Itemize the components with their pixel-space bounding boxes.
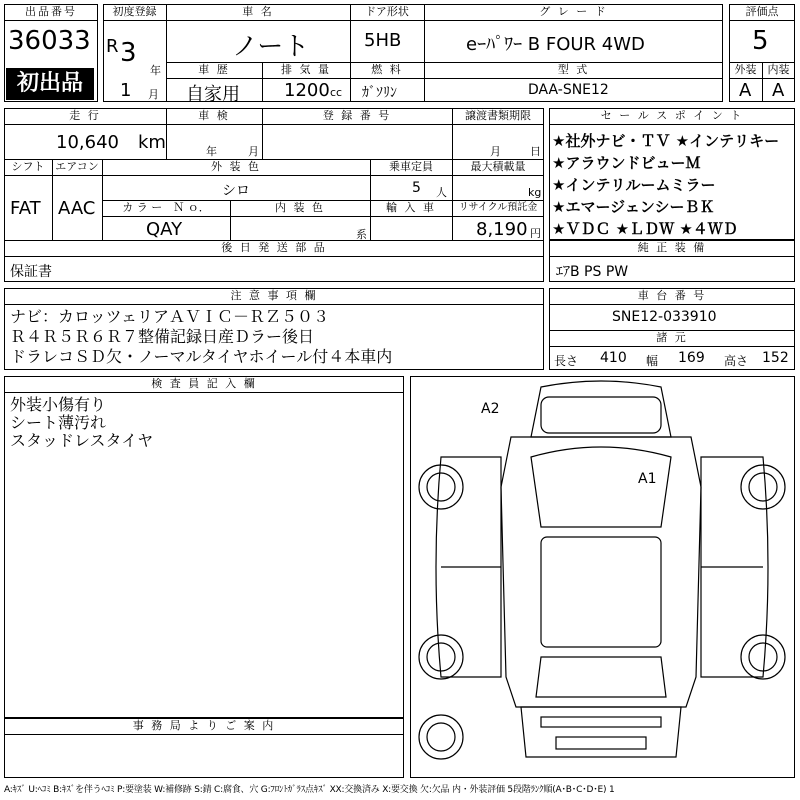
first-reg-label: 初度登録 — [112, 5, 157, 18]
fuel: ｶﾞｿﾘﾝ — [362, 85, 397, 101]
recycle-unit: 円 — [530, 227, 541, 240]
length-label: 長さ — [554, 354, 579, 368]
ext-color: シロ — [222, 183, 250, 199]
score: 5 — [752, 26, 769, 56]
shift: FAT — [10, 198, 41, 219]
int-color-unit: 系 — [356, 228, 367, 241]
chassis-number: SNE12-033910 — [612, 309, 717, 325]
damage-mark: A2 — [481, 401, 500, 417]
damage-diagram — [410, 376, 795, 778]
int-color-label: 内 装 色 — [275, 201, 325, 214]
capacity-unit: 人 — [436, 186, 447, 199]
ac: AAC — [58, 198, 96, 219]
reg-number-label: 登 録 番 号 — [322, 109, 392, 122]
capacity: 5 — [412, 180, 421, 196]
equipment-value: ｴｱB PS PW — [556, 264, 629, 280]
sales-point-line: ★社外ナビ・ＴＶ ★インテリキー — [552, 132, 780, 150]
first-listing-badge: 初出品 — [6, 68, 94, 100]
recycle-amount: 8,190 — [476, 219, 528, 240]
height-label: 高さ — [724, 354, 749, 368]
displacement-unit: cc — [330, 86, 343, 99]
reg-month: 1 — [120, 80, 132, 101]
displacement-label: 排 気 量 — [281, 63, 331, 76]
notes-label: 注 意 事 項 欄 — [230, 289, 318, 302]
notes-line: ナビ：カロッツェリアＡＶＩＣ－ＲＺ５０３ — [10, 307, 330, 326]
color-no-label: カ ラ ー Ｎ ｏ． — [122, 201, 210, 214]
lot-label: 出品番号 — [25, 5, 77, 18]
inspection-label: 車 検 — [198, 109, 230, 122]
later-parts-label: 後 日 発 送 部 品 — [221, 241, 327, 254]
sales-point-line: ★アラウンドビューＭ — [552, 154, 701, 172]
inspector-line: スタッドレスタイヤ — [10, 431, 154, 450]
notes-line: ドラレコＳＤ欠・ノーマルタイヤホイール付４本車内 — [10, 347, 393, 366]
max-load-label: 最大積載量 — [470, 160, 526, 173]
grade-label: グ レ ー ド — [539, 5, 608, 18]
chassis-label: 車 台 番 号 — [637, 289, 707, 302]
car-name: ノート — [232, 32, 310, 62]
length: 410 — [600, 350, 627, 366]
color-no: QAY — [146, 219, 183, 240]
model: DAA-SNE12 — [528, 82, 609, 98]
later-parts: 保証書 — [10, 264, 52, 280]
office-label: 事 務 局 よ り ご 案 内 — [132, 719, 276, 732]
equipment-label: 純 正 装 備 — [637, 241, 707, 254]
damage-mark: A1 — [638, 471, 657, 487]
door-label: ドア形状 — [365, 5, 409, 18]
capacity-label: 乗車定員 — [389, 160, 433, 173]
model-label: 型 式 — [557, 63, 590, 76]
interior-label: 内装 — [767, 63, 790, 76]
car-outline — [411, 377, 794, 777]
exterior-grade: A — [739, 80, 752, 101]
notes-line: Ｒ４Ｒ５Ｒ６Ｒ７整備記録日産Ｄラー後日 — [10, 327, 315, 346]
score-label: 評価点 — [745, 5, 779, 18]
transfer-day-unit: 日 — [530, 145, 541, 158]
specs-label: 諸 元 — [656, 331, 688, 344]
height: 152 — [762, 350, 789, 366]
year-unit: 年 — [150, 64, 161, 77]
month-unit: 月 — [148, 88, 159, 101]
transfer-month-unit: 月 — [490, 145, 501, 158]
insp-year-unit: 年 — [206, 145, 217, 158]
sales-point-line: ★インテリルームミラー — [552, 176, 716, 194]
grade: eｰﾊﾟﾜｰ B FOUR 4WD — [466, 34, 645, 55]
insp-month-unit: 月 — [248, 145, 259, 158]
sales-point-line: ★エマージェンシーＢＫ — [552, 198, 715, 216]
max-load-unit: kg — [528, 186, 542, 199]
inspector-label: 検 査 員 記 入 欄 — [151, 377, 257, 390]
era-year: 3 — [120, 38, 137, 68]
door-type: 5HB — [364, 30, 402, 51]
mileage: 10,640 — [56, 132, 119, 153]
history-label: 車 歴 — [198, 63, 230, 76]
recycle-label: リサイクル預託金 — [458, 202, 538, 213]
fuel-label: 燃 料 — [371, 63, 403, 76]
sales-points-label: セ ー ル ス ポ イ ン ト — [600, 109, 744, 122]
width: 169 — [678, 350, 705, 366]
inspector-line: シート薄汚れ — [10, 413, 107, 432]
displacement: 1200 — [284, 80, 330, 101]
mileage-label: 走 行 — [69, 109, 101, 122]
import-label: 輸 入 車 — [386, 201, 436, 214]
exterior-label: 外装 — [734, 63, 757, 76]
history: 自家用 — [186, 84, 240, 105]
transfer-label: 譲渡書類期限 — [465, 109, 531, 122]
ext-color-label: 外 装 色 — [211, 160, 261, 173]
inspector-line: 外装小傷有り — [10, 395, 107, 414]
width-label: 幅 — [646, 354, 659, 368]
footer-legend: A:ｷｽﾞ U:ﾍｺﾐ B:ｷｽﾞを伴うﾍｺﾐ P:要塗装 W:補修跡 S:錆 C:腐食、穴 G:ﾌﾛﾝﾄｶﾞﾗｽ点ｷｽﾞ XX:交換済み X:要交換 欠:欠品 内・外装評価 5段階ﾗﾝｸ順(A･B･C･D･E) 1 — [4, 785, 615, 795]
mileage-unit: km — [138, 132, 166, 153]
interior-grade: A — [772, 80, 785, 101]
ac-label: エアコン — [55, 160, 99, 173]
era: R — [106, 36, 119, 57]
lot-number: 36033 — [8, 26, 91, 56]
sales-point-line: ★ＶＤＣ ★ＬＤＷ ★４ＷＤ — [552, 220, 738, 238]
shift-label: シフト — [11, 160, 45, 173]
car-name-label: 車 名 — [242, 5, 274, 18]
